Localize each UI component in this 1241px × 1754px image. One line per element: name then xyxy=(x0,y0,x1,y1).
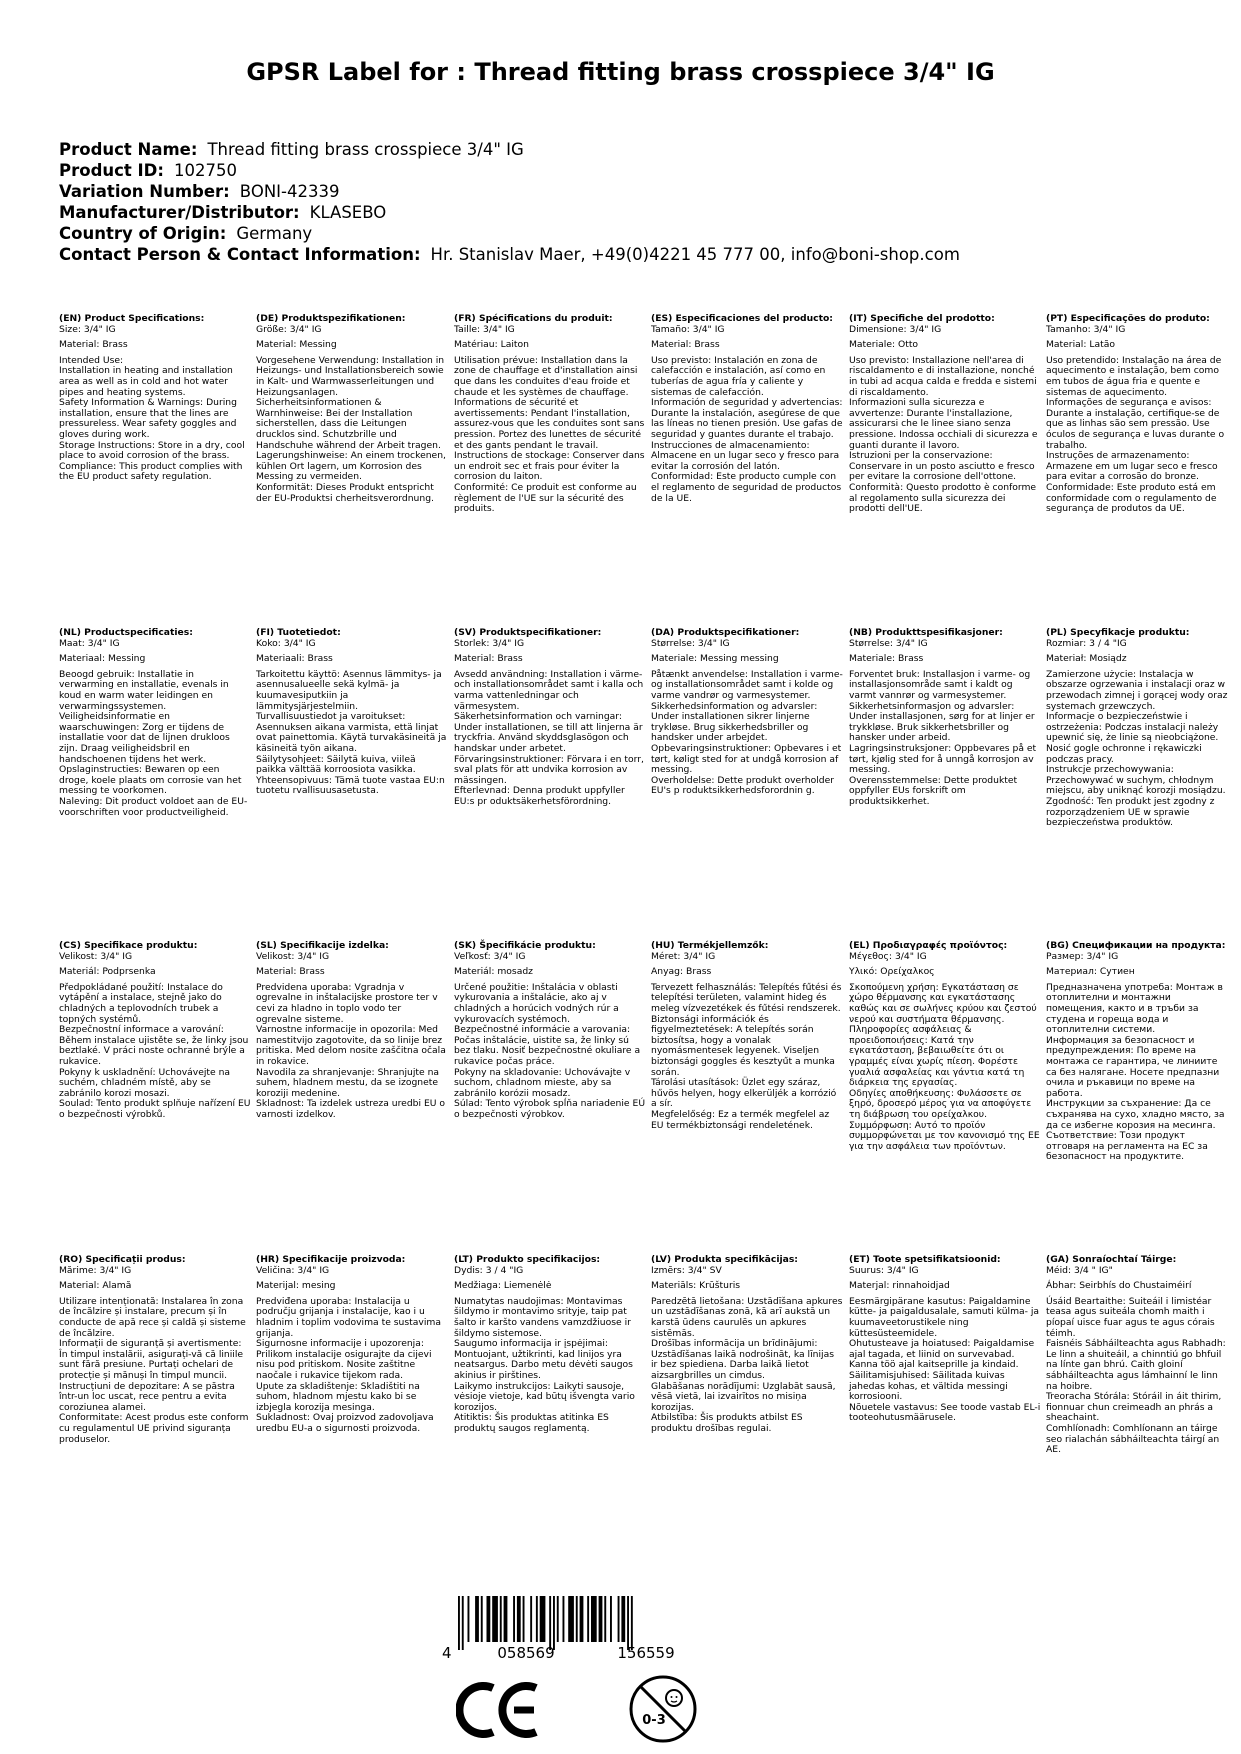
spec-block-bg: (BG) Спецификации на продукта: Размер: 3/4" IG Материал: Сутиен Предназначена употреба: Монтаж в отоплителни и монтажни помещения, както и в тръби за студена и гореща вода и отоплителни системи. Информация за безопасност и предупреждения: По време на монтажа се гарантира, че линиите са без налягане. Носете предпазни очила и ръкавици по време на работа. Инструкции за съхранение: Да се съхранява на сухо, хладно място, за да се избегне корозия на месинга. Съответствие: Този продукт отговаря на регламента на ЕС за безопасност на продуктите. xyxy=(1046,940,1226,1163)
spec-block-el: (EL) Προδιαγραφές προϊόντος: Μέγεθος: 3/4" IG Υλικό: Ορείχαλκος Σκοπούμενη χρήση: Εγκατάσταση σε χώρο θέρμανσης και εγκατάστασης καθώς και σε σωλήνες κρύου και ζεστού νερού και συστήματα θέρμανσης. Πληροφορίες ασφάλειας & προειδοποιήσεις: Κατά την εγκατάσταση, βεβαιωθείτε ότι οι γραμμές είναι χωρίς πίεση. Φορέστε γυαλιά ασφαλείας και γάντια κατά τη διάρκεια της εργασίας. Οδηγίες αποθήκευσης: Φυλάσσετε σε ξηρό, δροσερό μέρος για να αποφύγετε τη διάβρωση του ορείχαλκου. Συμμόρφωση: Αυτό το προϊόν συμμορφώνεται με τον κανονισμό της ΕΕ για την ασφάλεια των προϊόντων. xyxy=(849,940,1040,1152)
info-contact: Contact Person & Contact Information: Hr. Stanislav Maer, +49(0)4221 45 777 00, info@boni-shop.com xyxy=(59,245,960,264)
page-title: GPSR Label for : Thread fitting brass crosspiece 3/4" IG xyxy=(246,58,995,86)
spec-block-lv: (LV) Produkta specifikācijas: Izmērs: 3/4" SV Materiāls: Krūšturis Paredzētā lietošana: Uzstādīšana apkures un uzstādīšanas zonā, kā arī aukstā un karstā ūdens caurulēs un apkures sistēmās. Drošības informācija un brīdinājumi: Uzstādīšanas laikā nodrošināt, ka līnijas ir bez spiediena. Darba laikā lietot aizsargbrilles un cimdus. Glabāšanas norādījumi: Uzglabāt sausā, vēsā vietā, lai izvairītos no misiņa korozijas. Atbilstība: Šis produkts atbilst ES produktu drošības regulai. xyxy=(651,1254,843,1434)
barcode-bar xyxy=(536,1596,538,1642)
info-manufacturer: Manufacturer/Distributor: KLASEBO xyxy=(59,203,387,222)
spec-block-es: (ES) Especificaciones del producto: Tamaño: 3/4" IG Material: Brass Uso previsto: Instalación en zona de calefacción e instalación, así como en tuberías de agua fría y caliente y sistemas de calefacción. Información de seguridad y advertencias: Durante la instalación, asegúrese de que las líneas no tienen presión. Use gafas de seguridad y guantes durante el trabajo. Instrucciones de almacenamiento: Almacene en un lugar seco y fresco para evitar la corrosión del latón. Conformidad: Este producto cumple con el reglamento de seguridad de productos de la UE. xyxy=(651,313,843,504)
barcode-bar xyxy=(462,1596,464,1650)
barcode-bar xyxy=(540,1596,546,1642)
spec-block-ga: (GA) Sonraíochtaí Táirge: Méid: 3/4 " IG" Ábhar: Seirbhís do Chustaiméirí Úsáid Beartaithe: Suiteáil i limistéar teasa agus suiteála chomh maith i píopaí uisce fuar agus te agus córais téimh. Faisnéis Sábháilteachta agus Rabhadh: Le linn a shuiteáil, a chinntiú go bhfuil na línte gan bhrú. Caith gloiní sábháilteachta agus lámhainní le linn na hoibre. Treoracha Stórála: Stóráil in áit thirim, fionnuar chun creimeadh an phrás a sheachaint. Comhlíonadh: Comhlíonann an táirge seo rialachán sábháilteachta táirgí an AE. xyxy=(1046,1254,1226,1456)
ce-mark-icon xyxy=(456,1680,542,1740)
spec-block-fr: (FR) Spécifications du produit: Taille: 3/4" IG Matériau: Laiton Utilisation prévue: Installation dans la zone de chauffage et d'installation ainsi que dans les conduites d'eau froide et chaude et les systèmes de chauffage. Informations de sécurité et avertissements: Pendant l'installation, assurez-vous que les conduites sont sans pression. Portez des lunettes de sécurité et des gants pendant le travail. Instructions de stockage: Conserver dans un endroit sec et frais pour éviter la corrosion du laiton. Conformité: Ce produit est conforme au règlement de l'UE sur la sécurité des produits. xyxy=(454,313,645,515)
barcode-bar xyxy=(504,1596,508,1642)
barcode-bar xyxy=(610,1596,612,1642)
barcode-bar xyxy=(475,1596,479,1642)
spec-block-it: (IT) Specifiche del prodotto: Dimensione: 3/4" IG Materiale: Otto Uso previsto: Installazione nell'area di riscaldamento e di installazione, nonché in tubi ad acqua calda e fredda e sistemi di riscaldamento. Informazioni sulla sicurezza e avvertenze: Durante l'installazione, assicurarsi che le linee siano senza pressione. Indossa occhiali di sicurezza e guanti durante il lavoro. Istruzioni per la conservazione: Conservare in un posto asciutto e fresco per evitare la corrosione dell'ottone. Conformità: Questo prodotto è conforme al regolamento sulla sicurezza dei prodotti dell'UE. xyxy=(849,313,1038,515)
spec-block-ro: (RO) Specificații produs: Mărime: 3/4" IG Material: Alamă Utilizare intenționată: Instalarea în zona de încălzire și instalare, precum și în conducte de apă rece și caldă și sisteme de încălzire. Informații de siguranță și avertismente: În timpul instalării, asigurați-vă că liniile sunt fără presiune. Purtați ochelari de protecție și mănuși în timpul muncii. Instrucțiuni de depozitare: A se păstra într-un loc uscat, rece pentru a evita coroziunea alamei. Conformitate: Acest produs este conform cu regulamentul UE privind siguranța produselor. xyxy=(59,1254,249,1445)
barcode-digits-left: 058569 xyxy=(497,1644,555,1662)
spec-block-fi: (FI) Tuotetiedot: Koko: 3/4" IG Materiaali: Brass Tarkoitettu käyttö: Asennus lämmitys- ja asennusalueelle sekä kylmä- ja kuumavesiputkiin ja lämmitysjärjestelmiin. Turvallisuustiedot ja varoitukset: Asennuksen aikana varmista, että linjat ovat painettomia. Käytä turvakäsineitä ja käsineitä työn aikana. Säilytysohjeet: Säilytä kuiva, viileä paikka välttää korroosiota vasikka. Yhteensopivuus: Tämä tuote vastaa EU:n tuotetu rvallisuusasetusta. xyxy=(256,627,447,797)
barcode-digits-right: 156559 xyxy=(617,1644,675,1662)
barcode-bar xyxy=(458,1596,460,1650)
info-product-name: Product Name: Thread fitting brass crosspiece 3/4" IG xyxy=(59,140,524,159)
info-variation-number: Variation Number: BONI-42339 xyxy=(59,182,340,201)
barcode-bar xyxy=(468,1596,470,1642)
spec-block-lt: (LT) Produkto specifikacijos: Dydis: 3 / 4 "IG Medžiaga: Liemenėlė Numatytas naudojimas: Montavimas šildymo ir montavimo srityje, taip pat šalto ir karšto vandens vamzdžiuose ir šildymo sistemose. Saugumo informacija ir įspėjimai: Montuojant, užtikrinti, kad linijos yra neatsargus. Darbo metu dėvėti saugos akinius ir pirštines. Laikymo instrukcijos: Laikyti sausoje, vėsioje vietoje, kad būtų išvengta vario korozijos. Atitiktis: Šis produktas atitinka ES produktų saugos reglamentą. xyxy=(454,1254,635,1434)
spec-block-nb: (NB) Produkttspesifikasjoner: Størrelse: 3/4" IG Materiale: Brass Forventet bruk: Installasjon i varme- og installasjonsområde samt i kaldt og varmt vannrør og varmesystemer. Sikkerhetsinformasjon og advarsler: Under installasjonen, sørg for at linjer er trykkløse. Bruk sikkerhetsbriller og hansker under arbeid. Lagringsinstruksjoner: Oppbevares på et tørt, kjølig sted for å unngå korrosjon av messing. Overensstemmelse: Dette produktet oppfyller EUs forskrift om produktsikkerhet. xyxy=(849,627,1037,807)
barcode-bar xyxy=(568,1596,574,1642)
barcode xyxy=(436,1596,736,1662)
barcode-bar xyxy=(500,1596,502,1642)
barcode-bar xyxy=(576,1596,578,1642)
spec-block-sv: (SV) Produktspecifikationer: Storlek: 3/4" IG Material: Brass Avsedd användning: Installation i värme- och installationsområdet samt i kalla och varma vattenledningar och värmesystem. Säkerhetsinformation och varningar: Under installationen, se till att linjerna är tryckfria. Använd skyddsglasögon och handskar under arbetet. Förvaringsinstruktioner: Förvara i en torr, sval plats för att undvika korrosion av mässingen. Efterlevnad: Denna produkt uppfyller EU:s pr oduktsäkerhetsförordning. xyxy=(454,627,644,807)
barcode-bar xyxy=(599,1596,603,1642)
barcode-bar xyxy=(627,1596,629,1650)
barcode-bar xyxy=(517,1596,521,1642)
info-country-of-origin: Country of Origin: Germany xyxy=(59,224,313,243)
barcode-bar xyxy=(563,1596,565,1642)
spec-block-sl: (SL) Specifikacije izdelka: Velikost: 3/4" IG Material: Brass Predvidena uporaba: Vgradnja v ogrevalne in inštalacijske prostore ter v cevi za hladno in toplo vodo ter ogrevalne sisteme. Varnostne informacije in opozorila: Med namestitvijo zagotovite, da so linije brez pritiska. Med delom nosite zaščitna očala in rokavice. Navodila za shranjevanje: Shranjujte na suhem, hladnem mestu, da se izognete koroziji medenine. Skladnost: Ta izdelek ustreza uredbi EU o varnosti izdelkov. xyxy=(256,940,446,1120)
spec-block-de: (DE) Produktspezifikationen: Größe: 3/4" IG Material: Messing Vorgesehene Verwendung: Installation in Heizungs- und Installationsbereich sowie in Kalt- und Warmwasserleitungen und Heizungsanlagen. Sicherheitsinformationen & Warnhinweise: Bei der Installation sicherstellen, dass die Leitungen drucklos sind. Schutzbrille und Handschuhe während der Arbeit tragen. Lagerungshinweise: An einem trockenen, kühlen Ort lagern, um Korrosion des Messing zu vermeiden. Konformität: Dieses Produkt entspricht der EU-Produktsi cherheitsverordnung. xyxy=(256,313,446,504)
barcode-bar xyxy=(549,1596,551,1650)
barcode-bar xyxy=(530,1596,532,1642)
spec-block-pt: (PT) Especificações do produto: Tamanho: 3/4" IG Material: Latão Uso pretendido: Instalação na área de aquecimento e instalação, bem como em tubos de água fria e quente e sistemas de aquecimento. Informações de segurança e avisos: Durante a instalação, certifique-se de que as linhas são sem pressão. Use óculos de segurança e luvas durante o trabalho. Instruções de armazenamento: Armazene em um lugar seco e fresco para evitar a corrosão do bronze. Conformidade: Este produto está em conformidade com o regulamento de segurança de produtos da UE. xyxy=(1046,313,1225,515)
barcode-bar xyxy=(492,1596,498,1642)
barcode-digit-first: 4 xyxy=(442,1644,452,1662)
spec-block-nl: (NL) Productspecificaties: Maat: 3/4" IG Materiaal: Messing Beoogd gebruik: Installatie in verwarming en installatie, evenals in koud en warm water leidingen en verwarmingssystemen. Veiligheidsinformatie en waarschuwingen: Zorg er tijdens de installatie voor dat de lijnen drukloos zijn. Draag veiligheidsbril en handschoenen tijdens het werk. Opslaginstructies: Bewaren op een droge, koele plaats om corrosie van het messing te voorkomen. Naleving: Dit product voldoet aan de EU-voorschriften voor productveiligheid. xyxy=(59,627,248,818)
barcode-bar xyxy=(591,1596,597,1642)
barcode-bar xyxy=(587,1596,589,1642)
barcode-bar xyxy=(557,1596,559,1642)
barcode-bar xyxy=(631,1596,633,1650)
spec-block-da: (DA) Produktspecifikationer: Størrelse: 3/4" IG Materiale: Messing messing Påtænkt anvendelse: Installation i varme- og installationsområdet samt i kolde og varme vandrør og varmesystemer. Sikkerhedsinformation og advarsler: Under installationen sikrer linjerne trykløse. Brug sikkerhedsbriller og handsker under arbejdet. Opbevaringsinstruktioner: Opbevares i et tørt, køligt sted for at undgå korrosion af messing. Overholdelse: Dette produkt overholder EU's p roduktsikkerhedsforordnin g. xyxy=(651,627,843,797)
barcode-bar xyxy=(621,1596,625,1642)
spec-block-sk: (SK) Špecifikácie produktu: Veľkosť: 3/4" IG Materiál: mosadz Určené použitie: Inštalácia v oblasti vykurovania a inštalácie, ako aj v chladných a horúcich vodných rúr a vykurovacích systémoch. Bezpečnostné informácie a varovania: Počas inštalácie, uistite sa, že linky sú bez tlaku. Nosiť bezpečnostné okuliare a rukavice počas práce. Pokyny na skladovanie: Uchovávajte v suchom, chladnom mieste, aby sa zabránilo korózii mosadz. Súlad: Tento výrobok spĺňa nariadenie EÚ o bezpečnosti výrobkov. xyxy=(454,940,646,1120)
spec-block-en: (EN) Product Specifications: Size: 3/4" IG Material: Brass Intended Use: Installation in heating and installation area as well as in cold and hot water pipes and heating systems. Safety Information & Warnings: During installation, ensure that the lines are pressureless. Wear safety goggles and gloves during work. Storage Instructions: Store in a dry, cool place to avoid corrosion of the brass. Compliance: This product complies with the EU product safety regulation. xyxy=(59,313,245,483)
product-info xyxy=(59,139,960,265)
barcode-bar xyxy=(481,1596,483,1642)
barcode-bar xyxy=(553,1596,555,1650)
barcode-bar xyxy=(580,1596,584,1642)
barcode-bar xyxy=(604,1596,606,1642)
spec-block-cs: (CS) Specifikace produktu: Velikost: 3/4" IG Materiál: Podprsenka Předpokládané použití: Instalace do vytápění a instalace, stejně jako do chladných a teplovodních trubek a topných systémů. Bezpečnostní informace a varování: Během instalace ujistěte se, že linky jsou beztlaké. V práci noste ochranné brýle a rukavice. Pokyny k uskladnění: Uchovávejte na suchém, chladném místě, aby se zabránilo korozi mosazi. Soulad: Tento produkt splňuje nařízení EU o bezpečnosti výrobků. xyxy=(59,940,251,1120)
info-product-id: Product ID: 102750 xyxy=(59,161,237,180)
not-for-children-0-3-icon xyxy=(628,1674,698,1744)
barcode-bar xyxy=(513,1596,515,1642)
spec-block-hu: (HU) Termékjellemzők: Méret: 3/4" IG Anyag: Brass Tervezett felhasználás: Telepítés fűtési és telepítési területen, valamint hideg és meleg vízvezetékek és fűtési rendszerek. Biztonsági információk és figyelmeztetések: A telepítés során biztosítsa, hogy a vonalak nyomásmentesek legyenek. Viseljen biztonsági goggles és kesztyűt a munka során. Tárolási utasítások: Üzlet egy száraz, hűvös helyen, hogy elkerüljék a korrózió a sír. Megfelelőség: Ez a termék megfelel az EU termékbiztonsági rendeletének. xyxy=(651,940,842,1131)
barcode-bar xyxy=(487,1596,491,1642)
age-range-label: 0-3 xyxy=(642,1713,666,1728)
spec-block-hr: (HR) Specifikacije proizvoda: Veličina: 3/4" IG Materijal: mesing Predviđena uporaba: Instalacija u području grijanja i instalacije, kao i u hladnim i toplim vodovima te sustavima grijanja. Sigurnosne informacije i upozorenja: Prilikom instalacije osigurajte da cijevi nisu pod pritiskom. Nosite zaštitne naočale i rukavice tijekom rada. Upute za skladištenje: Skladištiti na suhom, hladnom mjestu kako bi se izbjegla korozija mesinga. Sukladnost: Ovaj proizvod zadovoljava uredbu EU-a o sigurnosti proizvoda. xyxy=(256,1254,441,1434)
barcode-bar xyxy=(618,1596,620,1642)
spec-block-pl: (PL) Specyfikacje produktu: Rozmiar: 3 / 4 "IG Materiał: Mosiądz Zamierzone użycie: Instalacja w obszarze ogrzewania i instalacji oraz w przewodach zimnej i gorącej wody oraz systemach grzewczych. Informacje o bezpieczeństwie i ostrzeżenia: Podczas instalacji należy upewnić się, że linie są nieobciążone. Nosić gogle ochronne i rękawiczki podczas pracy. Instrukcje przechowywania: Przechowywać w suchym, chłodnym miejscu, aby uniknąć korozji mosiądzu. Zgodność: Ten produkt jest zgodny z rozporządzeniem UE w sprawie bezpieczeństwa produktów. xyxy=(1046,627,1228,829)
barcode-bar xyxy=(523,1596,525,1642)
spec-block-et: (ET) Toote spetsifikatsioonid: Suurus: 3/4" IG Materjal: rinnahoidjad Eesmärgipärane kasutus: Paigaldamine kütte- ja paigaldusalale, samuti külma- ja kuumaveetorustikele ning küttesüsteemidele. Ohutusteave ja hoiatused: Paigaldamise ajal tagada, et liinid on survevabad. Kanna töö ajal kaitseprille ja kindaid. Säilitamisjuhised: Säilitada kuivas jahedas kohas, et vältida messingi korrosiooni. Nõuetele vastavus: See toode vastab EL-i tooteohutusmäärusele. xyxy=(849,1254,1041,1424)
